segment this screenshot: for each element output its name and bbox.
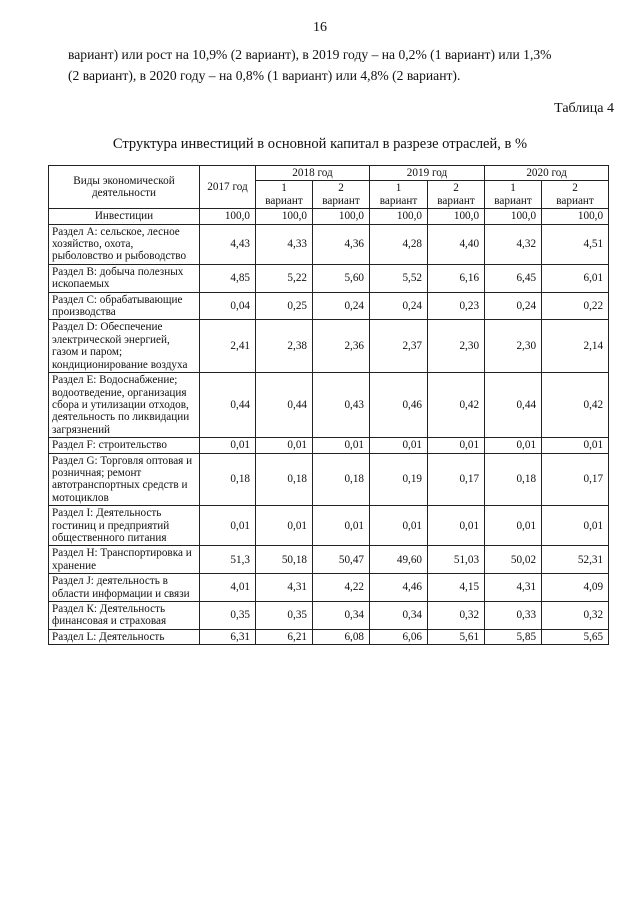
header-variant-1 (485, 181, 542, 209)
cell-value: 0,01 (370, 438, 428, 453)
cell-value: 4,40 (428, 224, 485, 264)
cell-value: 0,46 (370, 373, 428, 438)
cell-value: 4,31 (485, 574, 542, 602)
table-header (49, 166, 609, 209)
table-title: Структура инвестиций в основной капитал в разрезе отраслей, в % (112, 136, 528, 152)
cell-value: 100,0 (370, 209, 428, 224)
cell-value: 6,01 (542, 264, 609, 292)
cell-value: 4,46 (370, 574, 428, 602)
cell-value: 0,01 (256, 438, 313, 453)
cell-value: 6,08 (313, 629, 370, 644)
cell-value: 50,47 (313, 546, 370, 574)
cell-value: 4,09 (542, 574, 609, 602)
row-name: Раздел Н: Транспортировка и хранение (49, 546, 200, 574)
cell-value: 100,0 (200, 209, 256, 224)
cell-value: 6,21 (256, 629, 313, 644)
cell-value: 0,01 (313, 506, 370, 546)
cell-value: 6,31 (200, 629, 256, 644)
cell-value: 0,01 (256, 506, 313, 546)
table-row (49, 546, 609, 574)
paragraph-line-1: вариант) или рост на 10,9% (2 вариант), в 2019 году – на 0,2% (1 вариант) или 1,3% (68, 47, 552, 62)
cell-value: 0,01 (313, 438, 370, 453)
cell-value: 4,31 (256, 574, 313, 602)
cell-value: 0,01 (428, 506, 485, 546)
cell-value: 0,34 (370, 602, 428, 630)
variant-number: 1 (281, 182, 287, 195)
cell-value: 100,0 (542, 209, 609, 224)
table-body (49, 209, 609, 645)
cell-value: 0,24 (485, 292, 542, 320)
header-year-2020: 2020 год (485, 166, 609, 181)
row-name: Раздел С: обрабатывающие производства (49, 292, 200, 320)
cell-value: 5,85 (485, 629, 542, 644)
cell-value: 0,01 (485, 506, 542, 546)
header-row-years (49, 166, 609, 181)
header-variant-1 (370, 181, 428, 209)
row-name: Инвестиции (49, 209, 200, 224)
cell-value: 100,0 (256, 209, 313, 224)
table-row (49, 373, 609, 438)
header-variant-2 (542, 181, 609, 209)
cell-value: 0,44 (485, 373, 542, 438)
cell-value: 5,61 (428, 629, 485, 644)
header-variant-2 (313, 181, 370, 209)
cell-value: 5,52 (370, 264, 428, 292)
cell-value: 6,06 (370, 629, 428, 644)
table-row (49, 320, 609, 373)
cell-value: 0,32 (428, 602, 485, 630)
header-activity: Виды экономической деятельности (49, 166, 200, 209)
variant-word: вариант (437, 194, 475, 207)
table-row (49, 506, 609, 546)
table-row (49, 264, 609, 292)
variant-number: 1 (395, 182, 402, 195)
cell-value: 50,18 (256, 546, 313, 574)
cell-value: 5,65 (542, 629, 609, 644)
table-row (49, 292, 609, 320)
cell-value: 49,60 (370, 546, 428, 574)
cell-value: 100,0 (313, 209, 370, 224)
table-row (49, 453, 609, 506)
cell-value: 0,19 (370, 453, 428, 506)
cell-value: 51,03 (428, 546, 485, 574)
cell-value: 0,44 (256, 373, 313, 438)
cell-value: 0,18 (256, 453, 313, 506)
cell-value: 0,25 (256, 292, 313, 320)
cell-value: 0,01 (428, 438, 485, 453)
cell-value: 0,17 (542, 453, 609, 506)
table-row (49, 438, 609, 453)
variant-word: вариант (494, 194, 532, 207)
row-name: Раздел А: сельское, лесное хозяйство, охота, рыболовство и рыбоводство (49, 224, 200, 264)
cell-value: 0,01 (542, 438, 609, 453)
cell-value: 0,01 (200, 438, 256, 453)
cell-value: 2,36 (313, 320, 370, 373)
cell-value: 5,60 (313, 264, 370, 292)
cell-value: 0,18 (485, 453, 542, 506)
page-number: 16 (313, 20, 327, 35)
table-row-total (49, 209, 609, 224)
table-row (49, 629, 609, 644)
table-row (49, 224, 609, 264)
header-year-2019: 2019 год (370, 166, 485, 181)
cell-value: 2,41 (200, 320, 256, 373)
cell-value: 0,23 (428, 292, 485, 320)
cell-value: 0,42 (542, 373, 609, 438)
header-year-2017: 2017 год (200, 166, 256, 209)
cell-value: 0,35 (200, 602, 256, 630)
cell-value: 100,0 (428, 209, 485, 224)
variant-word: вариант (556, 194, 594, 207)
cell-value: 4,36 (313, 224, 370, 264)
cell-value: 4,32 (485, 224, 542, 264)
header-variant-1 (256, 181, 313, 209)
cell-value: 2,38 (256, 320, 313, 373)
investment-structure-table (48, 165, 609, 645)
cell-value: 2,30 (485, 320, 542, 373)
cell-value: 100,0 (485, 209, 542, 224)
cell-value: 5,22 (256, 264, 313, 292)
row-name: Раздел L: Деятельность (49, 629, 200, 644)
cell-value: 4,28 (370, 224, 428, 264)
variant-number: 2 (338, 182, 344, 195)
row-name: Раздел J: деятельность в области информации и связи (49, 574, 200, 602)
body-paragraph (68, 44, 616, 86)
variant-word: вариант (265, 194, 303, 207)
cell-value: 0,24 (313, 292, 370, 320)
cell-value: 52,31 (542, 546, 609, 574)
cell-value: 0,01 (200, 506, 256, 546)
row-name: Раздел В: добыча полезных ископаемых (49, 264, 200, 292)
row-name: Раздел G: Торговля оптовая и розничная; ремонт автотранспортных средств и мотоциклов (49, 453, 200, 506)
cell-value: 0,42 (428, 373, 485, 438)
variant-word: вариант (379, 194, 418, 207)
cell-value: 6,16 (428, 264, 485, 292)
paragraph-line-2: (2 вариант), в 2020 году – на 0,8% (1 вариант) или 4,8% (2 вариант). (68, 68, 461, 83)
row-name: Раздел I: Деятельность гостиниц и предприятий общественного питания (49, 506, 200, 546)
cell-value: 4,43 (200, 224, 256, 264)
cell-value: 4,51 (542, 224, 609, 264)
cell-value: 0,24 (370, 292, 428, 320)
cell-value: 0,18 (200, 453, 256, 506)
table-label: Таблица 4 (554, 101, 614, 116)
cell-value: 4,22 (313, 574, 370, 602)
cell-value: 2,30 (428, 320, 485, 373)
cell-value: 4,15 (428, 574, 485, 602)
cell-value: 6,45 (485, 264, 542, 292)
cell-value: 0,33 (485, 602, 542, 630)
header-year-2018: 2018 год (256, 166, 370, 181)
cell-value: 4,01 (200, 574, 256, 602)
cell-value: 4,33 (256, 224, 313, 264)
variant-word: вариант (322, 194, 360, 207)
variant-number: 2 (453, 182, 459, 195)
cell-value: 0,18 (313, 453, 370, 506)
cell-value: 2,14 (542, 320, 609, 373)
row-name: Раздел Е: Водоснабжение; водоотведение, организация сбора и утилизации отходов, деятельность по ликвидации загрязнений (49, 373, 200, 438)
header-variant-2 (428, 181, 485, 209)
cell-value: 4,85 (200, 264, 256, 292)
cell-value: 0,04 (200, 292, 256, 320)
cell-value: 51,3 (200, 546, 256, 574)
cell-value: 0,17 (428, 453, 485, 506)
cell-value: 0,01 (542, 506, 609, 546)
table-row (49, 574, 609, 602)
cell-value: 2,37 (370, 320, 428, 373)
cell-value: 50,02 (485, 546, 542, 574)
cell-value: 0,32 (542, 602, 609, 630)
row-name: Раздел D: Обеспечение электрической энергией, газом и паром; кондиционирование воздуха (49, 320, 200, 373)
cell-value: 0,43 (313, 373, 370, 438)
cell-value: 0,22 (542, 292, 609, 320)
cell-value: 0,01 (485, 438, 542, 453)
variant-number: 1 (510, 182, 516, 195)
variant-number: 2 (572, 182, 578, 195)
cell-value: 0,34 (313, 602, 370, 630)
cell-value: 0,44 (200, 373, 256, 438)
row-name: Раздел F: строительство (49, 438, 200, 453)
row-name: Раздел К: Деятельность финансовая и страховая (49, 602, 200, 630)
table-row (49, 602, 609, 630)
cell-value: 0,01 (370, 506, 428, 546)
cell-value: 0,35 (256, 602, 313, 630)
